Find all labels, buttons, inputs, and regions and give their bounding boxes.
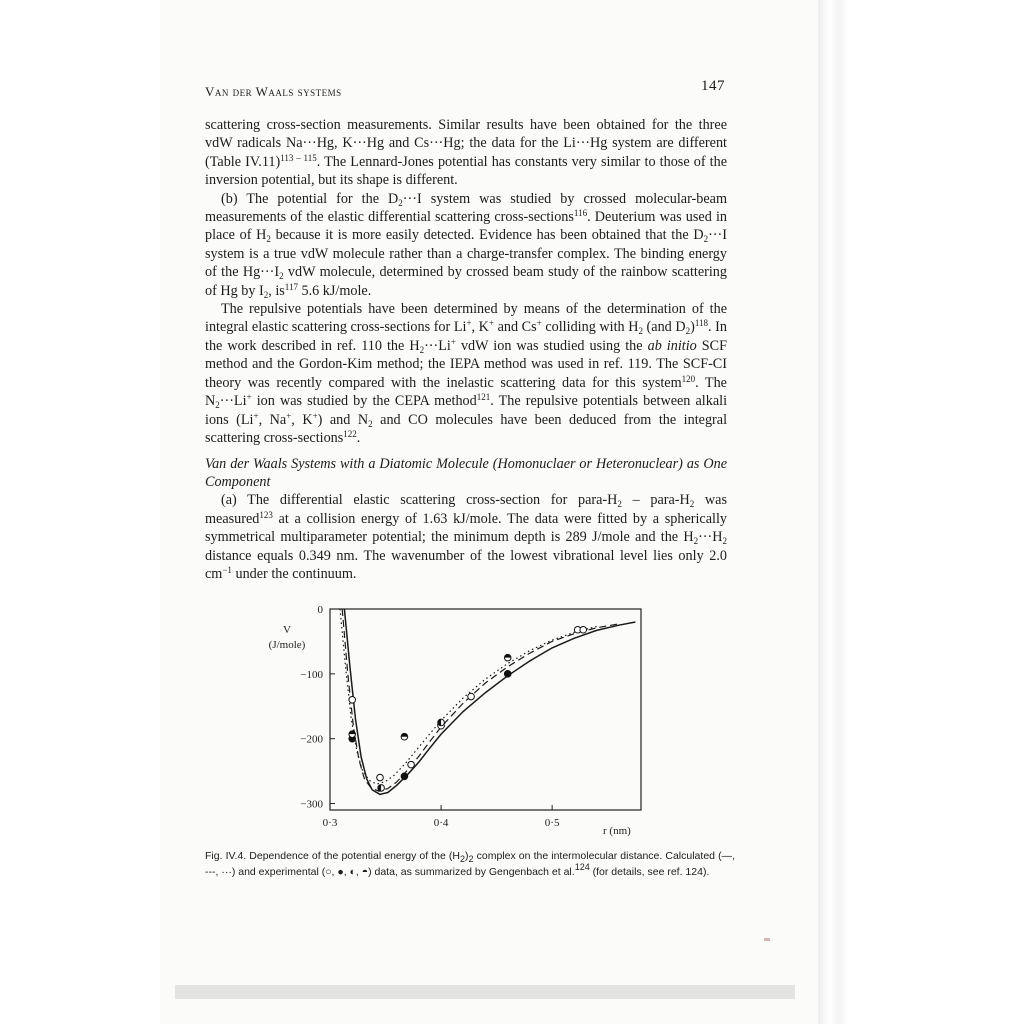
page-edge — [818, 0, 848, 1024]
data-point-open-6 — [580, 626, 587, 633]
data-point-half-top-12 — [349, 731, 356, 738]
data-point-half-top-13 — [401, 733, 408, 740]
plot-frame — [330, 609, 641, 810]
body-text — [205, 116, 727, 583]
page-number: 147 — [701, 78, 725, 94]
y-tick-label-3: −300 — [300, 798, 323, 811]
y-axis-unit: (J/mole) — [268, 639, 306, 651]
data-point-open-4 — [468, 693, 475, 700]
y-tick-label-0: 0 — [317, 604, 323, 616]
data-point-half-left-11 — [438, 719, 445, 726]
data-point-half-left-10 — [378, 785, 385, 792]
data-point-half-top-14 — [504, 654, 511, 661]
figure-caption: Fig. IV.4. Dependence of the potential energy of the $(H_2)_2$ complex on the intermolecular distance. Calculated (—, ---, ···) and experimental (○, ●, ◐, ◓) data, as summarized by Gengenbach et al.$^{124}$ (for details, see ref. 124). — [205, 850, 735, 878]
x-tick-label-0: 0·3 — [322, 817, 338, 829]
data-point-filled-9 — [504, 671, 511, 678]
y-tick-label-1: −100 — [300, 668, 323, 681]
paragraph-1: scattering cross-section measurements. Similar results have been obtained for the three vdW radicals Na···Hg, K···Hg and Cs···Hg; the data for the Li···Hg system are different (Table IV.11)$^{113 - 115}$. The Lennard-Jones potential has constants very similar to those of the inversion potential, but its shape is different. — [205, 117, 728, 189]
data-point-open-2 — [408, 761, 415, 768]
potential-energy-figure — [260, 598, 680, 843]
paragraph-2: (b) The potential for the $D_2\cdot\cdot\cdot I$ system was studied by crossed molecular-beam measurements of the elastic differential scattering cross-sections$^{116}$. Deuterium was used in place of $H_2$ because it is more easily detected. Evidence has been obtained that the $D_2\cdot\cdot\cdot I$ system is a true vdW molecule rather than a charge-transfer complex. The binding energy of the $Hg\cdot\cdot\cdot I_2$ vdW molecule, determined by crossed beam study of the rainbow scattering of Hg by $I_2$, $is^{117}$ 5.6 kJ/mole. — [205, 190, 727, 300]
y-axis-label: V — [283, 624, 291, 636]
y-tick-label-2: −200 — [300, 733, 323, 746]
x-tick-label-2: 0·5 — [544, 817, 560, 829]
x-tick-label-1: 0·4 — [433, 817, 449, 829]
paragraph-4: (a) The differential elastic scattering cross-section for para-$H_2$ – para-$H_2$ was measured$^{123}$ at a collision energy of 1.63 kJ/mole. The data were fitted by a spherically symmetrical multiparameter potential; the minimum depth is 289 J/mole and the $H_2\cdot\cdot\cdot H_2$ distance equals 0.349 nm. The wavenumber of the lowest vibrational level lies only 2.0 $cm^{-1}$ under the continuum. — [205, 492, 727, 582]
data-point-open-0 — [349, 696, 356, 703]
series-calculated-dashed — [342, 609, 619, 791]
running-title: Van der Waals systems — [205, 84, 342, 99]
ink-mark — [764, 938, 770, 941]
data-point-open-1 — [377, 774, 384, 781]
data-point-filled-8 — [401, 773, 408, 780]
page-shadow-bottom — [175, 985, 795, 999]
section-subheading: Van der Waals Systems with a Diatomic Molecule (Homonuclaer or Heteronuclear) as One Component — [205, 456, 727, 491]
paragraph-3: The repulsive potentials have been determined by means of the determination of the integral elastic scattering cross-sections for Li+, K+ and Cs+ colliding with $H_2$ (and $D_2)^{118}$. In the work described in ref. 110 the $H_2\cdot\cdot\cdot Li^+$ vdW ion was studied using the ab initio SCF method and the Gordon-Kim method; the IEPA method was used in ref. 119. The SCF-CI theory was recently compared with the inelastic scattering data for this system$^{120}$. The $N_2\cdot\cdot\cdot Li^+$ ion was studied by the CEPA method$^{121}$. The repulsive potentials between alkali ions (Li+, Na+, K+) and $N_2$ and CO molecules have been deduced from the integral scattering cross-sections$^{122}$. — [205, 301, 728, 446]
potential-energy-chart — [260, 598, 680, 843]
x-axis-label: r (nm) — [603, 825, 631, 837]
series-calculated-solid — [344, 609, 635, 794]
running-header — [205, 78, 725, 100]
